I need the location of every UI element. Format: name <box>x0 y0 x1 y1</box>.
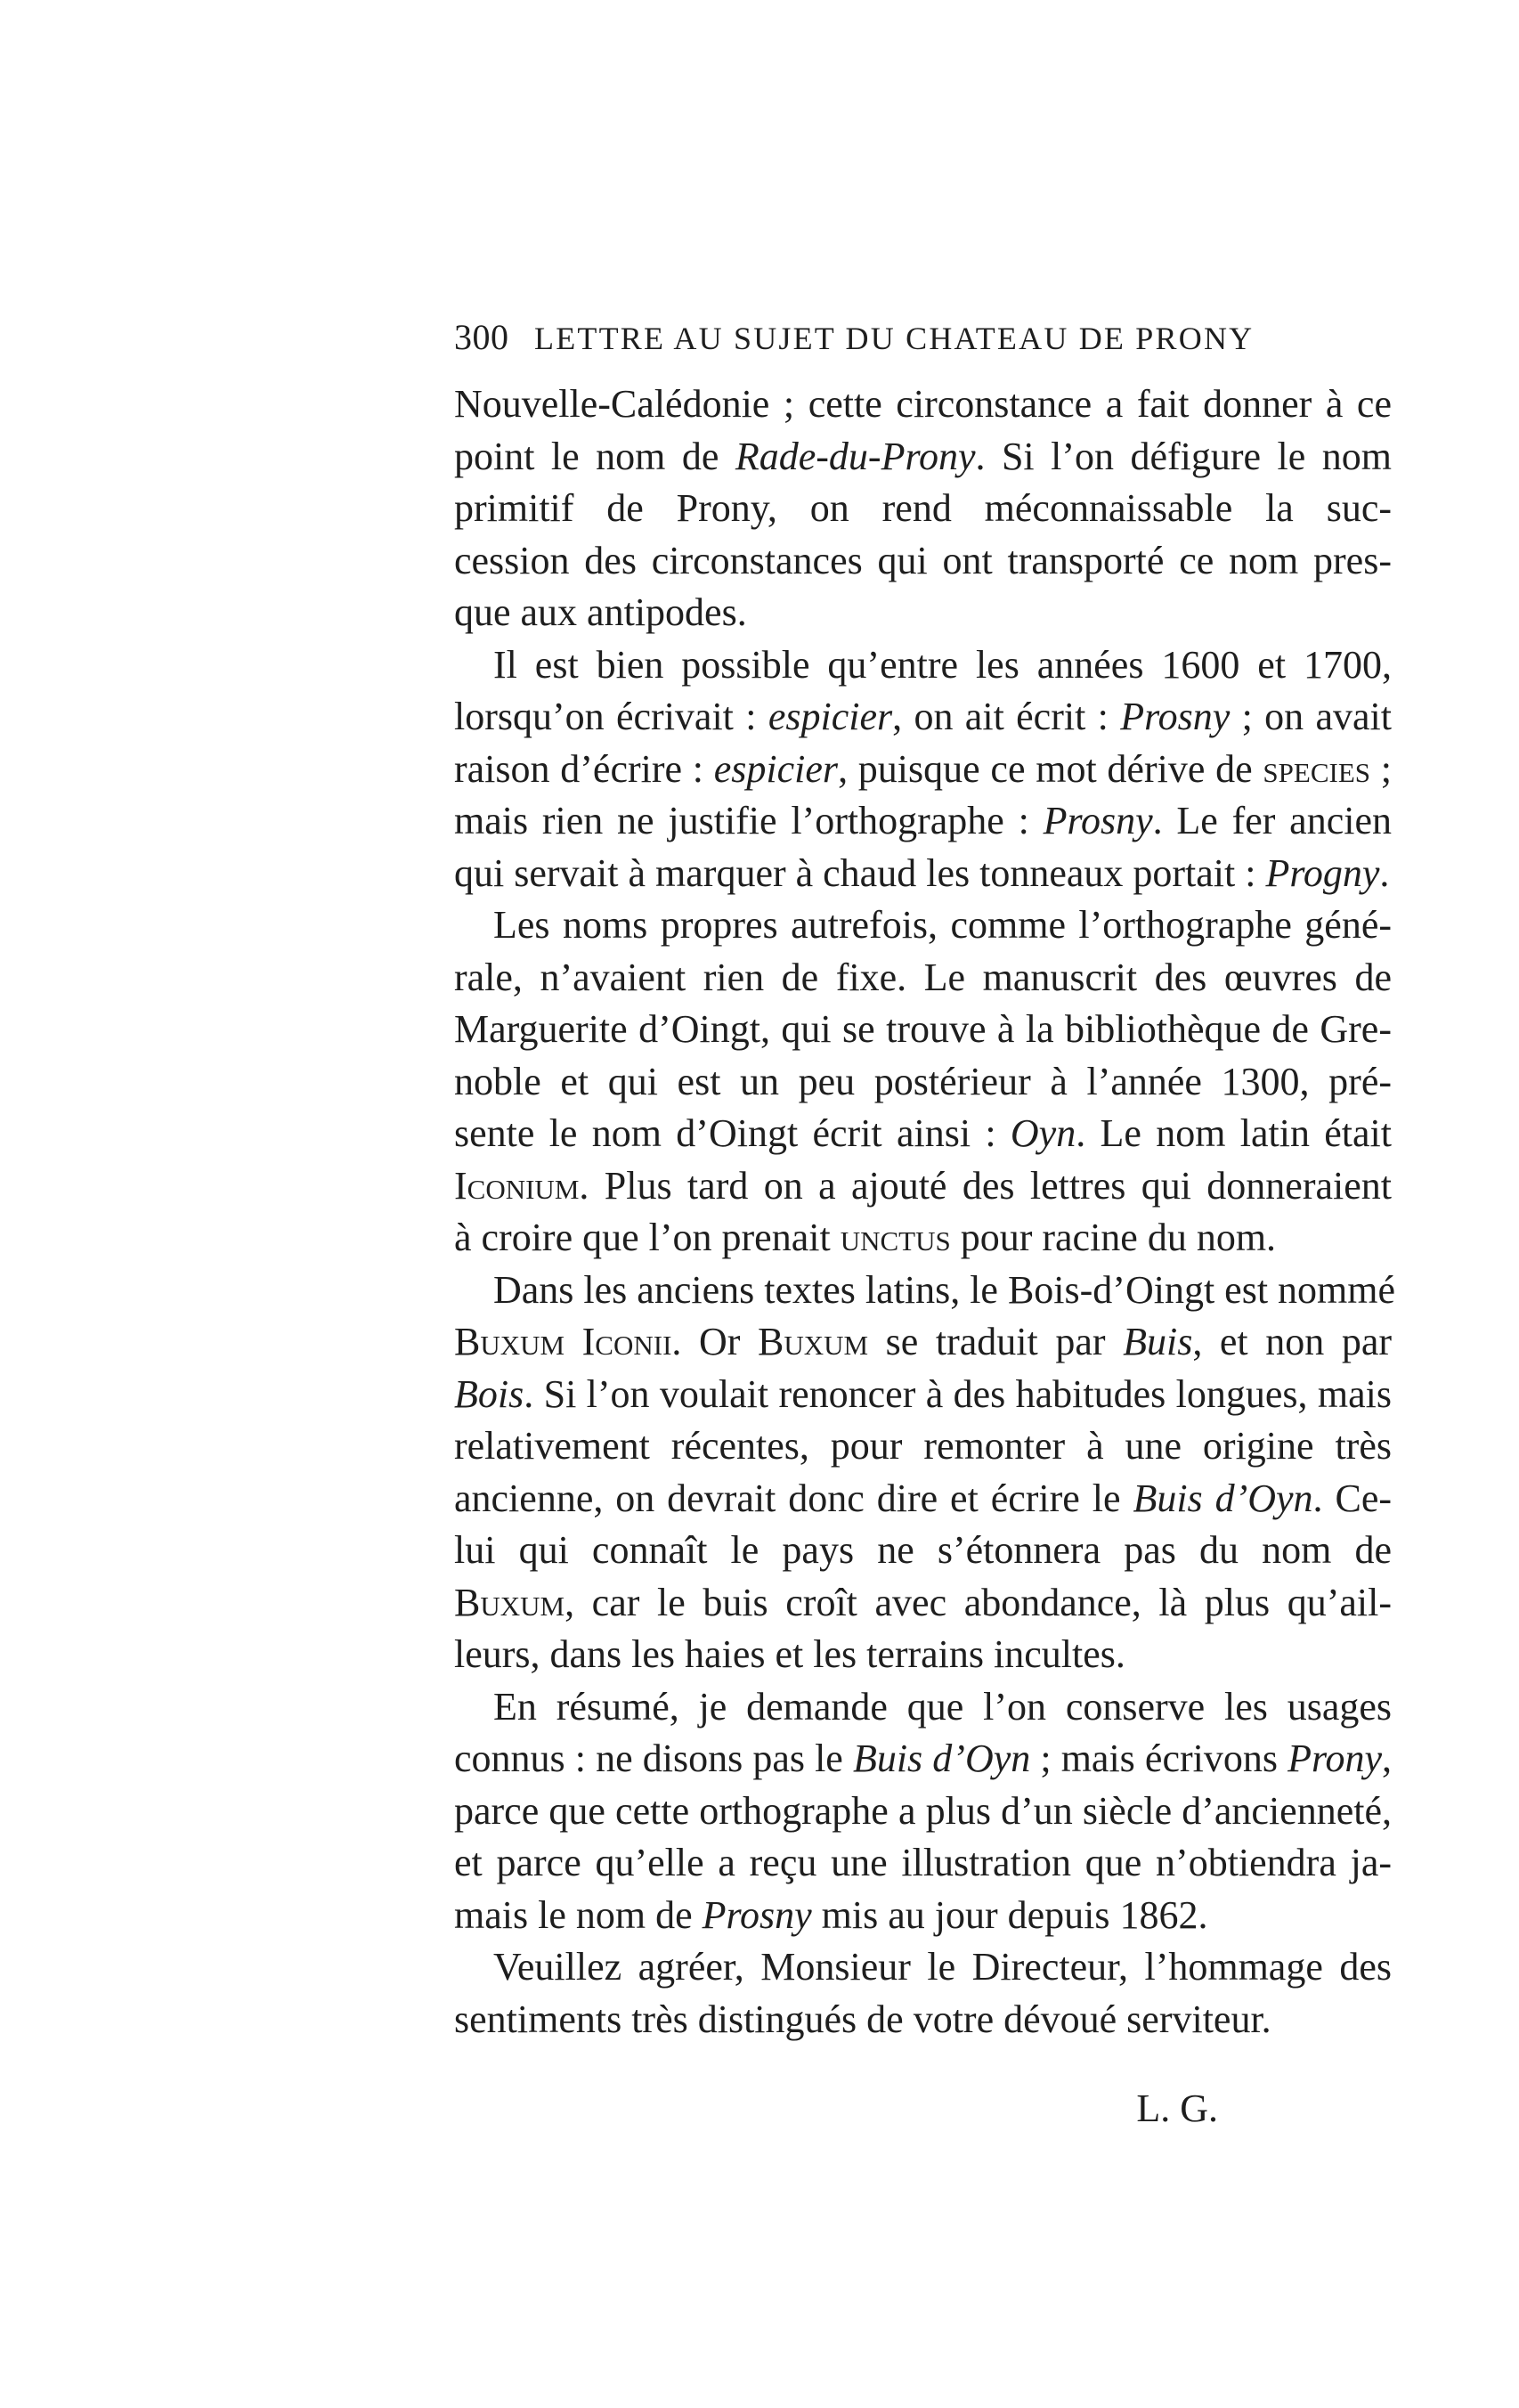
text-line: noble et qui est un peu postérieur à l’année 1300, pré- <box>454 1059 1392 1103</box>
text-line: leurs, dans les haies et les terrains incultes. <box>454 1632 1125 1676</box>
text-line: parce que cette orthographe a plus d’un siècle d’ancienneté, <box>454 1788 1392 1833</box>
text-line: raison d’écrire : espicier, puisque ce mot dérive de species ; <box>454 746 1392 791</box>
text-line: rale, n’avaient rien de fixe. Le manuscrit des œuvres de <box>454 955 1392 999</box>
text-line: Iconium. Plus tard on a ajouté des lettres qui donneraient <box>454 1163 1392 1208</box>
text-line: Les noms propres autrefois, comme l’orthographe géné- <box>493 903 1392 947</box>
body-text <box>454 378 1396 2135</box>
text-line: et parce qu’elle a reçu une illustration que n’obtiendra ja- <box>454 1841 1392 1884</box>
text-line: Dans les anciens textes latins, le Bois-d’Oingt est nommé <box>493 1267 1396 1312</box>
text-line: Nouvelle-Calédonie ; cette circonstance a fait donner à ce <box>454 382 1392 426</box>
text-line: point le nom de Rade-du-Prony. Si l’on défigure le nom <box>454 434 1393 478</box>
text-line: Buxum, car le buis croît avec abondance, là plus qu’ail- <box>454 1580 1392 1624</box>
text-line: relativement récentes, pour remonter à une origine très <box>454 1424 1392 1468</box>
text-line: cession des circonstances qui ont transporté ce nom pres- <box>454 538 1392 582</box>
signature: L. G. <box>1136 2087 1218 2130</box>
text-line: mais le nom de Prosny mis au jour depuis 1862. <box>454 1892 1208 1937</box>
text-line: à croire que l’on prenait unctus pour racine du nom. <box>454 1216 1277 1259</box>
page-number: 300 <box>454 317 509 357</box>
text-line: primitif de Prony, on rend méconnaissable la suc- <box>454 486 1392 530</box>
text-line: sente le nom d’Oingt écrit ainsi : Oyn. Le nom latin était <box>454 1111 1392 1155</box>
text-line: ancienne, on devrait donc dire et écrire le Buis d’Oyn. Ce- <box>454 1476 1392 1520</box>
text-line: Bois. Si l’on voulait renoncer à des habitudes longues, mais <box>454 1371 1392 1416</box>
text-line: Buxum Iconii. Or Buxum se traduit par Buis, et non par <box>454 1320 1392 1363</box>
text-line: En résumé, je demande que l’on conserve les usages <box>493 1684 1392 1729</box>
text-line: sentiments très distingués de votre dévoué serviteur. <box>454 1997 1271 2041</box>
running-title: LETTRE AU SUJET DU CHATEAU DE PRONY <box>534 321 1255 356</box>
text-line: qui servait à marquer à chaud les tonneaux portait : Progny. <box>454 850 1390 895</box>
text-line: Veuillez agréer, Monsieur le Directeur, l’hommage des <box>493 1945 1392 1989</box>
text-line: connus : ne disons pas le Buis d’Oyn ; mais écrivons Prony, <box>454 1737 1392 1780</box>
running-header <box>454 316 1255 358</box>
text-line: Marguerite d’Oingt, qui se trouve à la bibliothèque de Gre- <box>454 1007 1392 1051</box>
text-line: que aux antipodes. <box>454 590 747 634</box>
text-line: mais rien ne justifie l’orthographe : Prosny. Le fer ancien <box>454 799 1392 842</box>
text-line: lui qui connaît le pays ne s’étonnera pas du nom de <box>454 1528 1392 1572</box>
text-line: Il est bien possible qu’entre les années 1600 et 1700, <box>493 642 1392 687</box>
text-line: lorsqu’on écrivait : espicier, on ait écrit : Prosny ; on avait <box>454 695 1392 738</box>
